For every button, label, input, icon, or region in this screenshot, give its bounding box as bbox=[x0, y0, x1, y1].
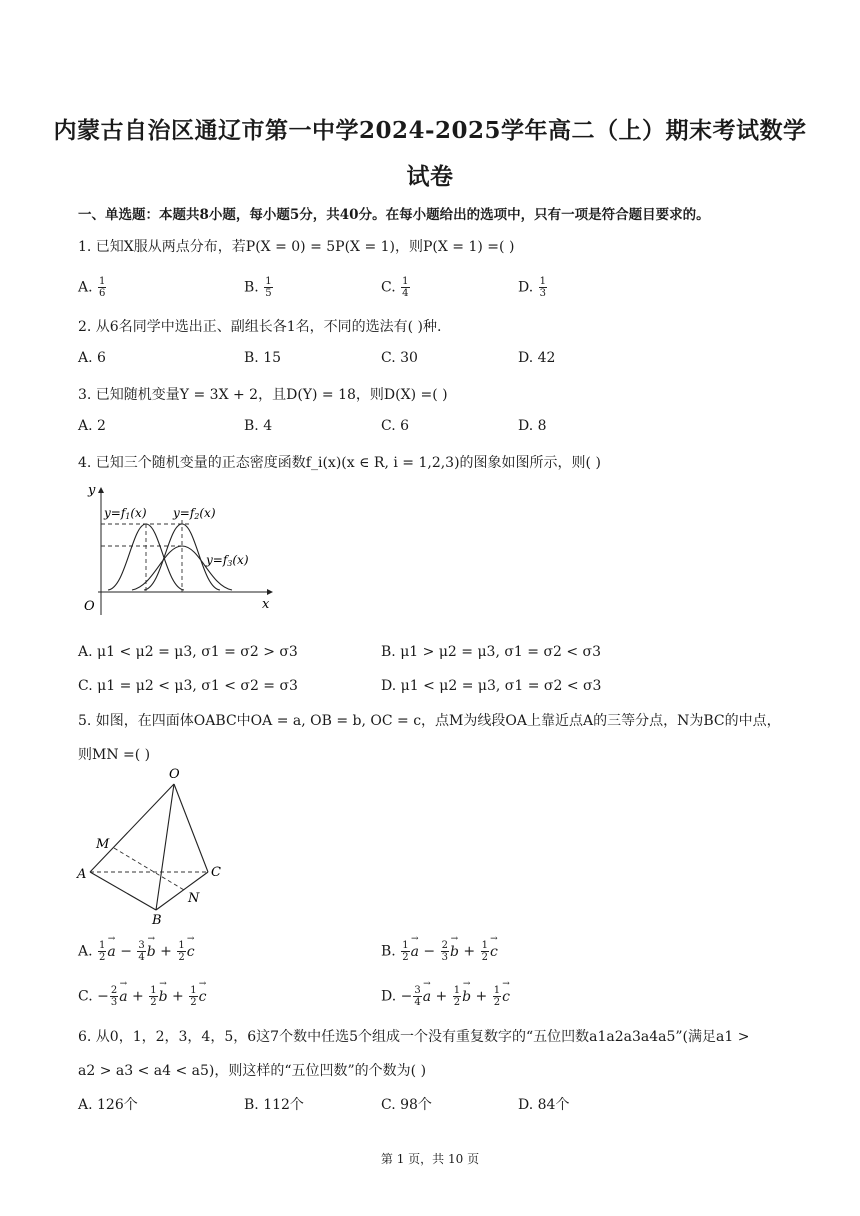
question-5-stem-line2: 则MN =( ) bbox=[78, 747, 151, 763]
vertex-O: O bbox=[169, 767, 180, 782]
q6-option-d: D. 84个 bbox=[518, 1097, 570, 1113]
q1-option-c: C. $\frac{1}{4}$ bbox=[381, 276, 409, 299]
q5-option-d: D. − $\frac{3}{4}$ → a + $\frac{1}{2}$ → b + $\frac{1}{2}$ → c bbox=[381, 985, 510, 1008]
q1-option-a: A. $\frac{1}{6}$ bbox=[78, 276, 106, 299]
q3-option-d: D. 8 bbox=[518, 418, 547, 434]
label-f1: y=f1(x) bbox=[104, 506, 147, 521]
section-heading: 一、单选题：本题共8小题，每小题5分，共40分。在每小题给出的选项中，只有一项是符合题目要求的。 bbox=[78, 207, 710, 223]
q4-option-d: D. μ1 < μ2 = μ3, σ1 = σ2 < σ3 bbox=[381, 678, 602, 694]
q4-option-b: B. μ1 > μ2 = μ3, σ1 = σ2 < σ3 bbox=[381, 644, 602, 660]
normal-density-figure bbox=[76, 480, 286, 620]
q5-option-a: A. $\frac{1}{2}$ → a − $\frac{3}{4}$ → b + $\frac{1}{2}$ → c bbox=[78, 940, 195, 963]
q5-option-b: B. $\frac{1}{2}$ → a − $\frac{2}{3}$ → b + $\frac{1}{2}$ → c bbox=[381, 940, 498, 963]
point-M: M bbox=[96, 837, 110, 852]
q2-option-a: A. 6 bbox=[78, 350, 106, 366]
q3-option-b: B. 4 bbox=[244, 418, 273, 434]
question-2-stem: 2. 从6名同学中选出正、副组长各1名，不同的选法有( )种. bbox=[78, 319, 442, 335]
question-1-stem: 1. 已知X服从两点分布，若P(X = 0) = 5P(X = 1)，则P(X = 1) =( ) bbox=[78, 239, 515, 255]
q1-option-b: B. $\frac{1}{5}$ bbox=[244, 276, 272, 299]
tetrahedron-figure bbox=[72, 764, 232, 928]
question-3-stem: 3. 已知随机变量Y = 3X + 2，且D(Y) = 18，则D(X) =( ) bbox=[78, 387, 448, 403]
q3-option-c: C. 6 bbox=[381, 418, 410, 434]
q6-option-a: A. 126个 bbox=[78, 1097, 138, 1113]
q3-option-a: A. 2 bbox=[78, 418, 106, 434]
vertex-A: A bbox=[77, 867, 87, 882]
q2-option-c: C. 30 bbox=[381, 350, 418, 366]
vertex-C: C bbox=[211, 865, 221, 880]
q4-option-a: A. μ1 < μ2 = μ3, σ1 = σ2 > σ3 bbox=[78, 644, 298, 660]
figure-y-label: y bbox=[88, 483, 96, 498]
label-f3: y=f3(x) bbox=[206, 553, 249, 568]
q6-option-c: C. 98个 bbox=[381, 1097, 432, 1113]
figure-origin-label: O bbox=[84, 599, 95, 614]
page-footer: 第 1 页，共 10 页 bbox=[380, 1152, 480, 1166]
exam-title-line2: 试卷 bbox=[406, 163, 454, 190]
question-6-stem: 6. 从0，1，2，3，4，5，6这7个数中任选5个组成一个没有重复数字的“五位凹数a1a2a3a4a5”(满足a1 > bbox=[78, 1029, 750, 1045]
point-N: N bbox=[188, 891, 200, 906]
q2-option-d: D. 42 bbox=[518, 350, 556, 366]
q4-option-c: C. μ1 = μ2 < μ3, σ1 < σ2 = σ3 bbox=[78, 678, 298, 694]
q5-option-c: C. − $\frac{2}{3}$ → a + $\frac{1}{2}$ → b + $\frac{1}{2}$ → c bbox=[78, 985, 206, 1008]
question-5-stem: 5. 如图，在四面体OABC中OA = a, OB = b, OC = c，点M为线段OA上靠近点A的三等分点，N为BC的中点， bbox=[78, 713, 781, 729]
label-f2: y=f2(x) bbox=[173, 506, 216, 521]
exam-title-line1: 内蒙古自治区通辽市第一中学2024-2025学年高二（上）期末考试数学 bbox=[53, 117, 807, 144]
question-6-stem-line2: a2 > a3 < a4 < a5)，则这样的“五位凹数”的个数为( ) bbox=[78, 1063, 427, 1079]
q1-option-d: D. $\frac{1}{3}$ bbox=[518, 276, 547, 299]
q2-option-b: B. 15 bbox=[244, 350, 282, 366]
figure-x-label: x bbox=[262, 597, 270, 612]
question-4-stem: 4. 已知三个随机变量的正态密度函数f_i(x)(x ∈ R, i = 1,2,3)的图象如图所示，则( ) bbox=[78, 455, 601, 471]
q6-option-b: B. 112个 bbox=[244, 1097, 304, 1113]
vertex-B: B bbox=[152, 913, 162, 928]
